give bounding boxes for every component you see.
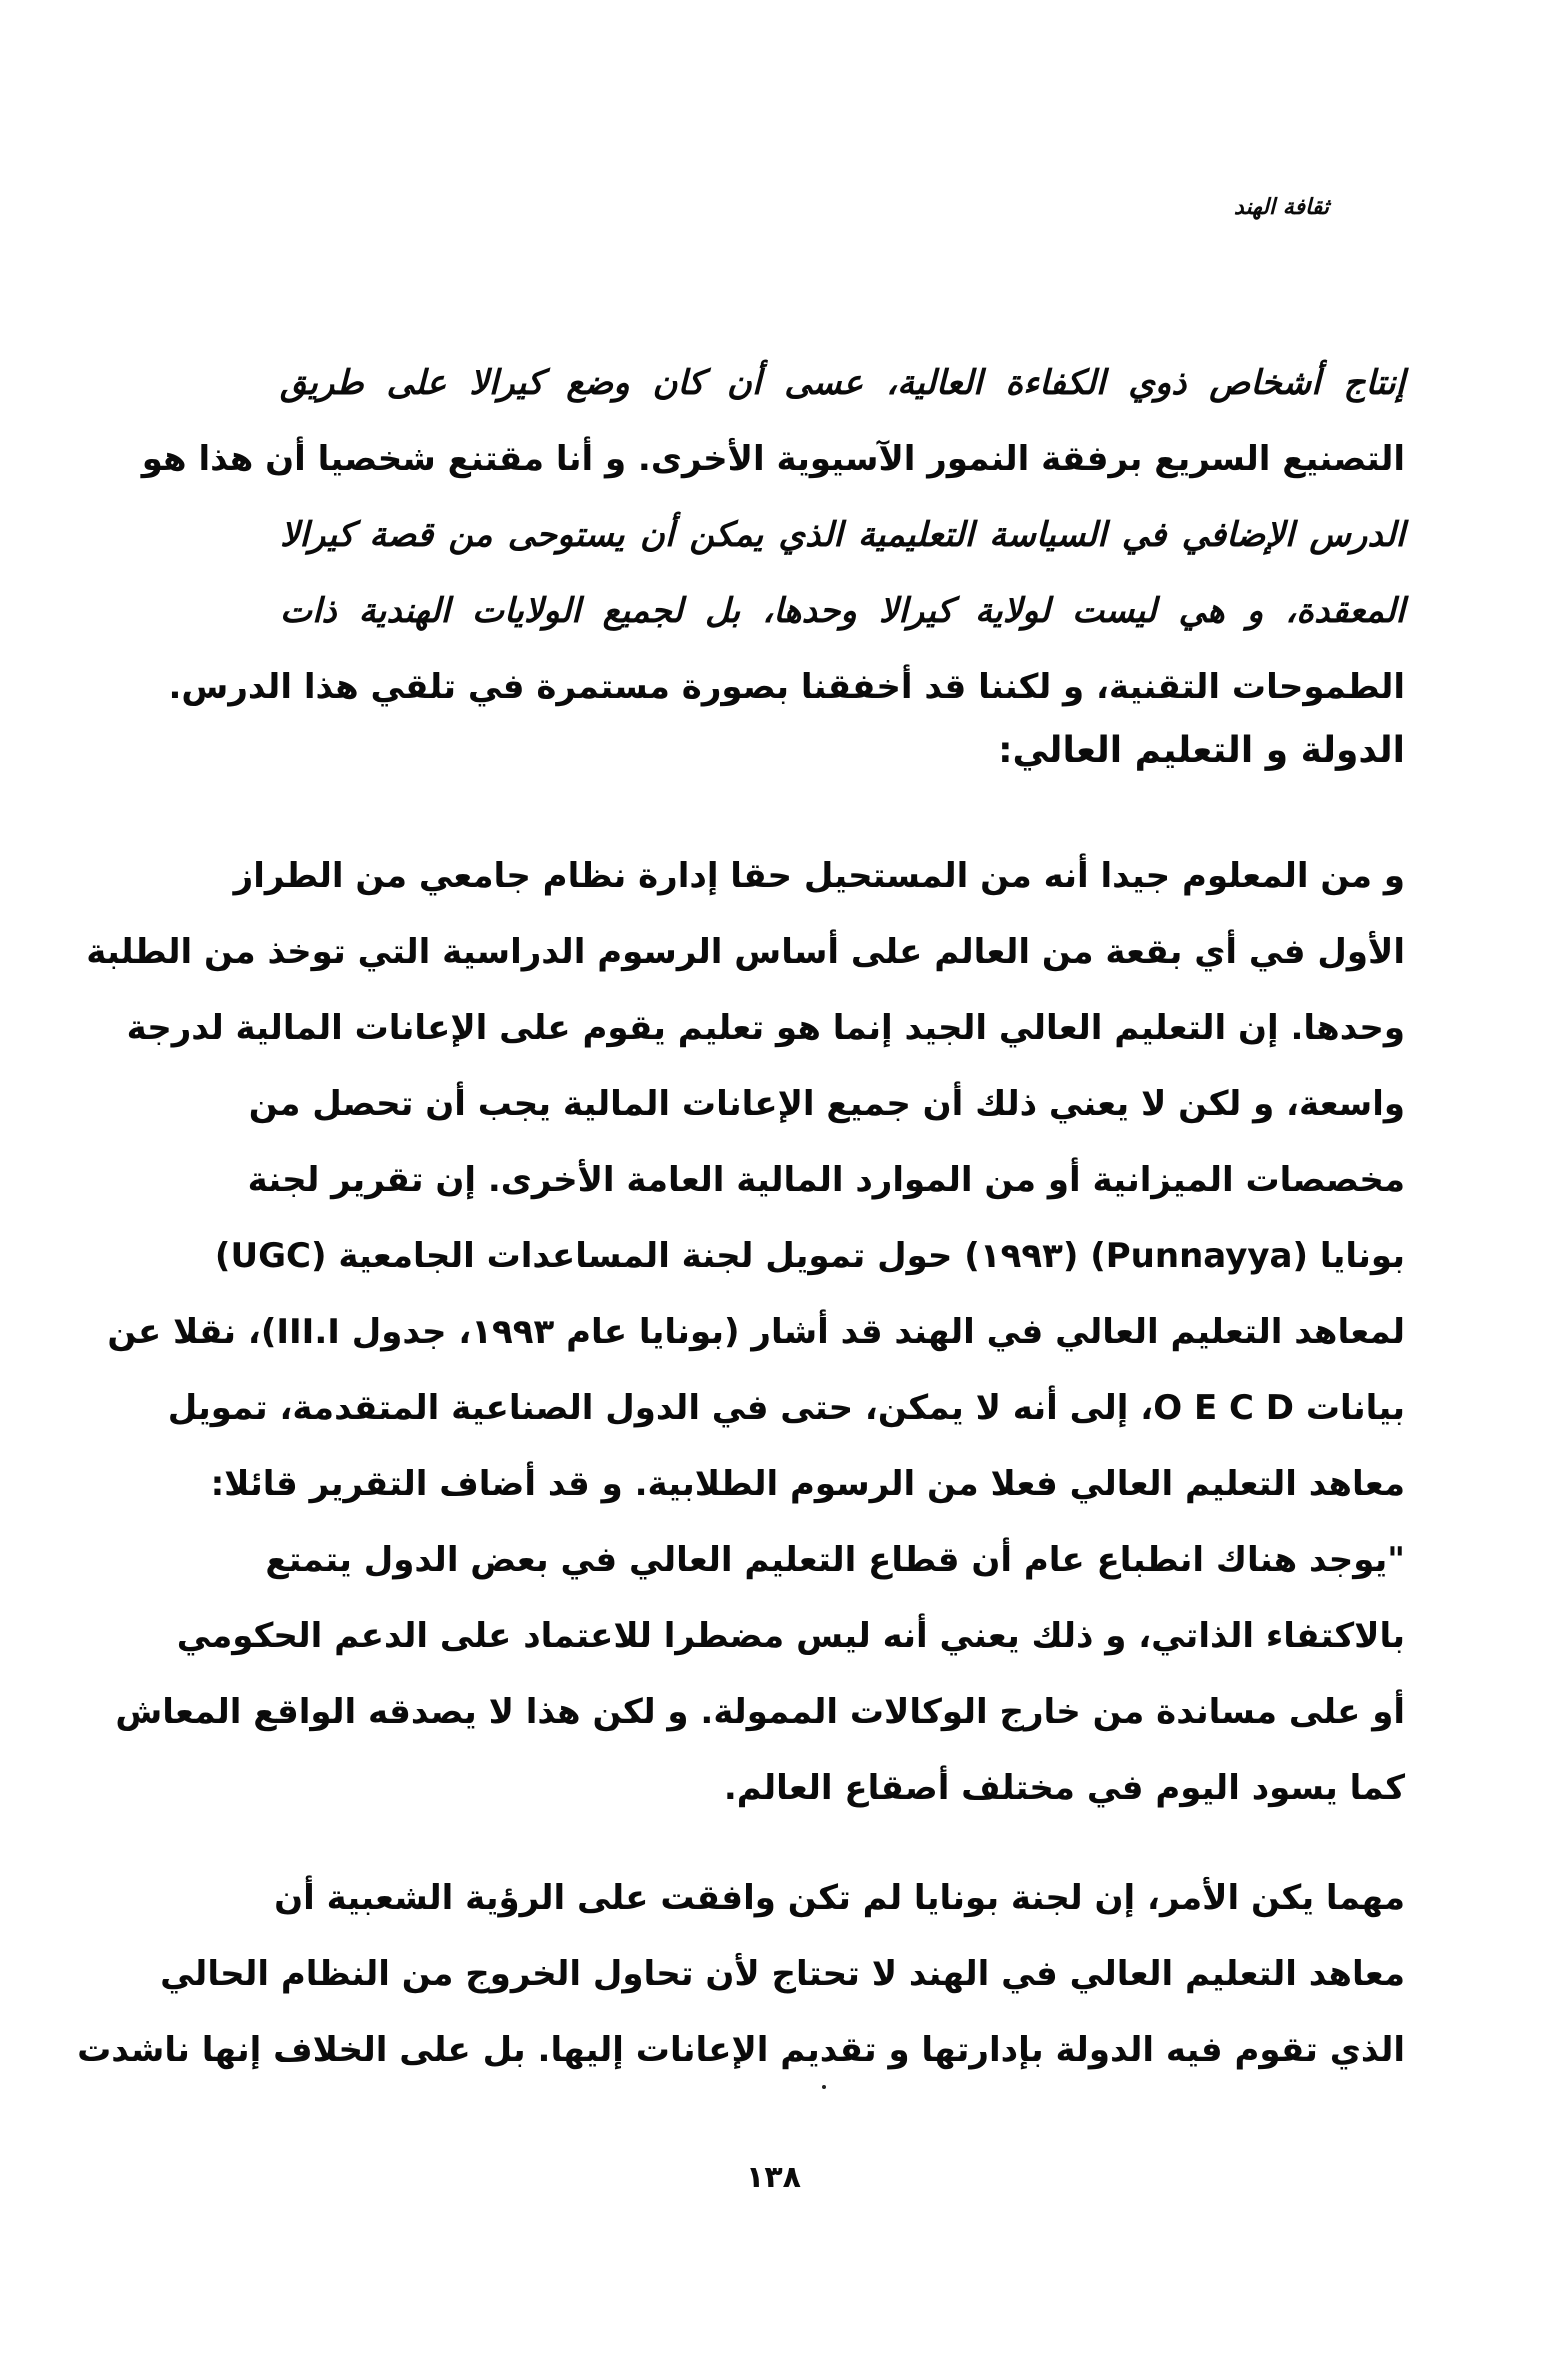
text-line: كما يسود اليوم في مختلف أصقاع العالم. <box>723 1768 1405 1808</box>
text-line: بونايا (Punnayya) (١٩٩٣) حول تمويل لجنة المساعدات الجامعية (UGC) <box>214 1236 1405 1276</box>
text-line: بالاكتفاء الذاتي، و ذلك يعني أنه ليس مضطرا للاعتماد على الدعم الحكومي <box>176 1616 1405 1656</box>
running-header: ثقافة الهند <box>1233 195 1329 220</box>
text-line: واسعة، و لكن لا يعني ذلك أن جميع الإعانات المالية يجب أن تحصل من <box>248 1084 1405 1124</box>
text-line: و من المعلوم جيدا أنه من المستحيل حقا إدارة نظام جامعي من الطراز <box>233 856 1405 896</box>
text-line: أو على مساندة من خارج الوكالات الممولة. و لكن هذا لا يصدقه الواقع المعاش <box>115 1692 1405 1732</box>
text-line: المعقدة، و هي ليست لولاية كيرالا وحدها، بل لجميع الولايات الهندية ذات <box>280 591 1405 631</box>
text-line: الذي تقوم فيه الدولة بإدارتها و تقديم الإعانات إليها. بل على الخلاف إنها ناشدت <box>77 2030 1405 2070</box>
text-line: معاهد التعليم العالي في الهند لا تحتاج لأن تحاول الخروج من النظام الحالي <box>160 1954 1405 1994</box>
intro-paragraph <box>141 345 1405 725</box>
paragraph-3 <box>77 1860 1405 2088</box>
stray-dot <box>822 2085 826 2089</box>
text-line: لمعاهد التعليم العالي في الهند قد أشار (بونايا عام ١٩٩٣، جدول III.I)، نقلا عن <box>107 1312 1405 1352</box>
text-line: الدرس الإضافي في السياسة التعليمية الذي يمكن أن يستوحى من قصة كيرالا <box>280 515 1405 555</box>
text-line: التصنيع السريع برفقة النمور الآسيوية الأخرى. و أنا مقتنع شخصيا أن هذا هو <box>141 439 1405 479</box>
text-line: معاهد التعليم العالي فعلا من الرسوم الطلابية. و قد أضاف التقرير قائلا: <box>210 1464 1405 1504</box>
text-line: الأول في أي بقعة من العالم على أساس الرسوم الدراسية التي توخذ من الطلبة <box>86 932 1405 972</box>
paragraph-2 <box>86 838 1405 1826</box>
page-number: ١٣٨ <box>746 2160 801 2195</box>
text-line: الطموحات التقنية، و لكننا قد أخفقنا بصورة مستمرة في تلقي هذا الدرس. <box>168 667 1405 707</box>
text-line: إنتاج أشخاص ذوي الكفاءة العالية، عسى أن كان وضع كيرالا على طريق <box>280 363 1405 403</box>
text-line: بيانات O E C D، إلى أنه لا يمكن، حتى في الدول الصناعية المتقدمة، تمويل <box>167 1388 1405 1428</box>
text-line: مهما يكن الأمر، إن لجنة بونايا لم تكن وافقت على الرؤية الشعبية أن <box>274 1878 1405 1918</box>
text-line: وحدها. إن التعليم العالي الجيد إنما هو تعليم يقوم على الإعانات المالية لدرجة <box>126 1008 1405 1048</box>
section-heading: الدولة و التعليم العالي: <box>998 730 1405 771</box>
text-line: مخصصات الميزانية أو من الموارد المالية العامة الأخرى. إن تقرير لجنة <box>247 1160 1405 1200</box>
text-line: "يوجد هناك انطباع عام أن قطاع التعليم العالي في بعض الدول يتمتع <box>265 1540 1405 1580</box>
